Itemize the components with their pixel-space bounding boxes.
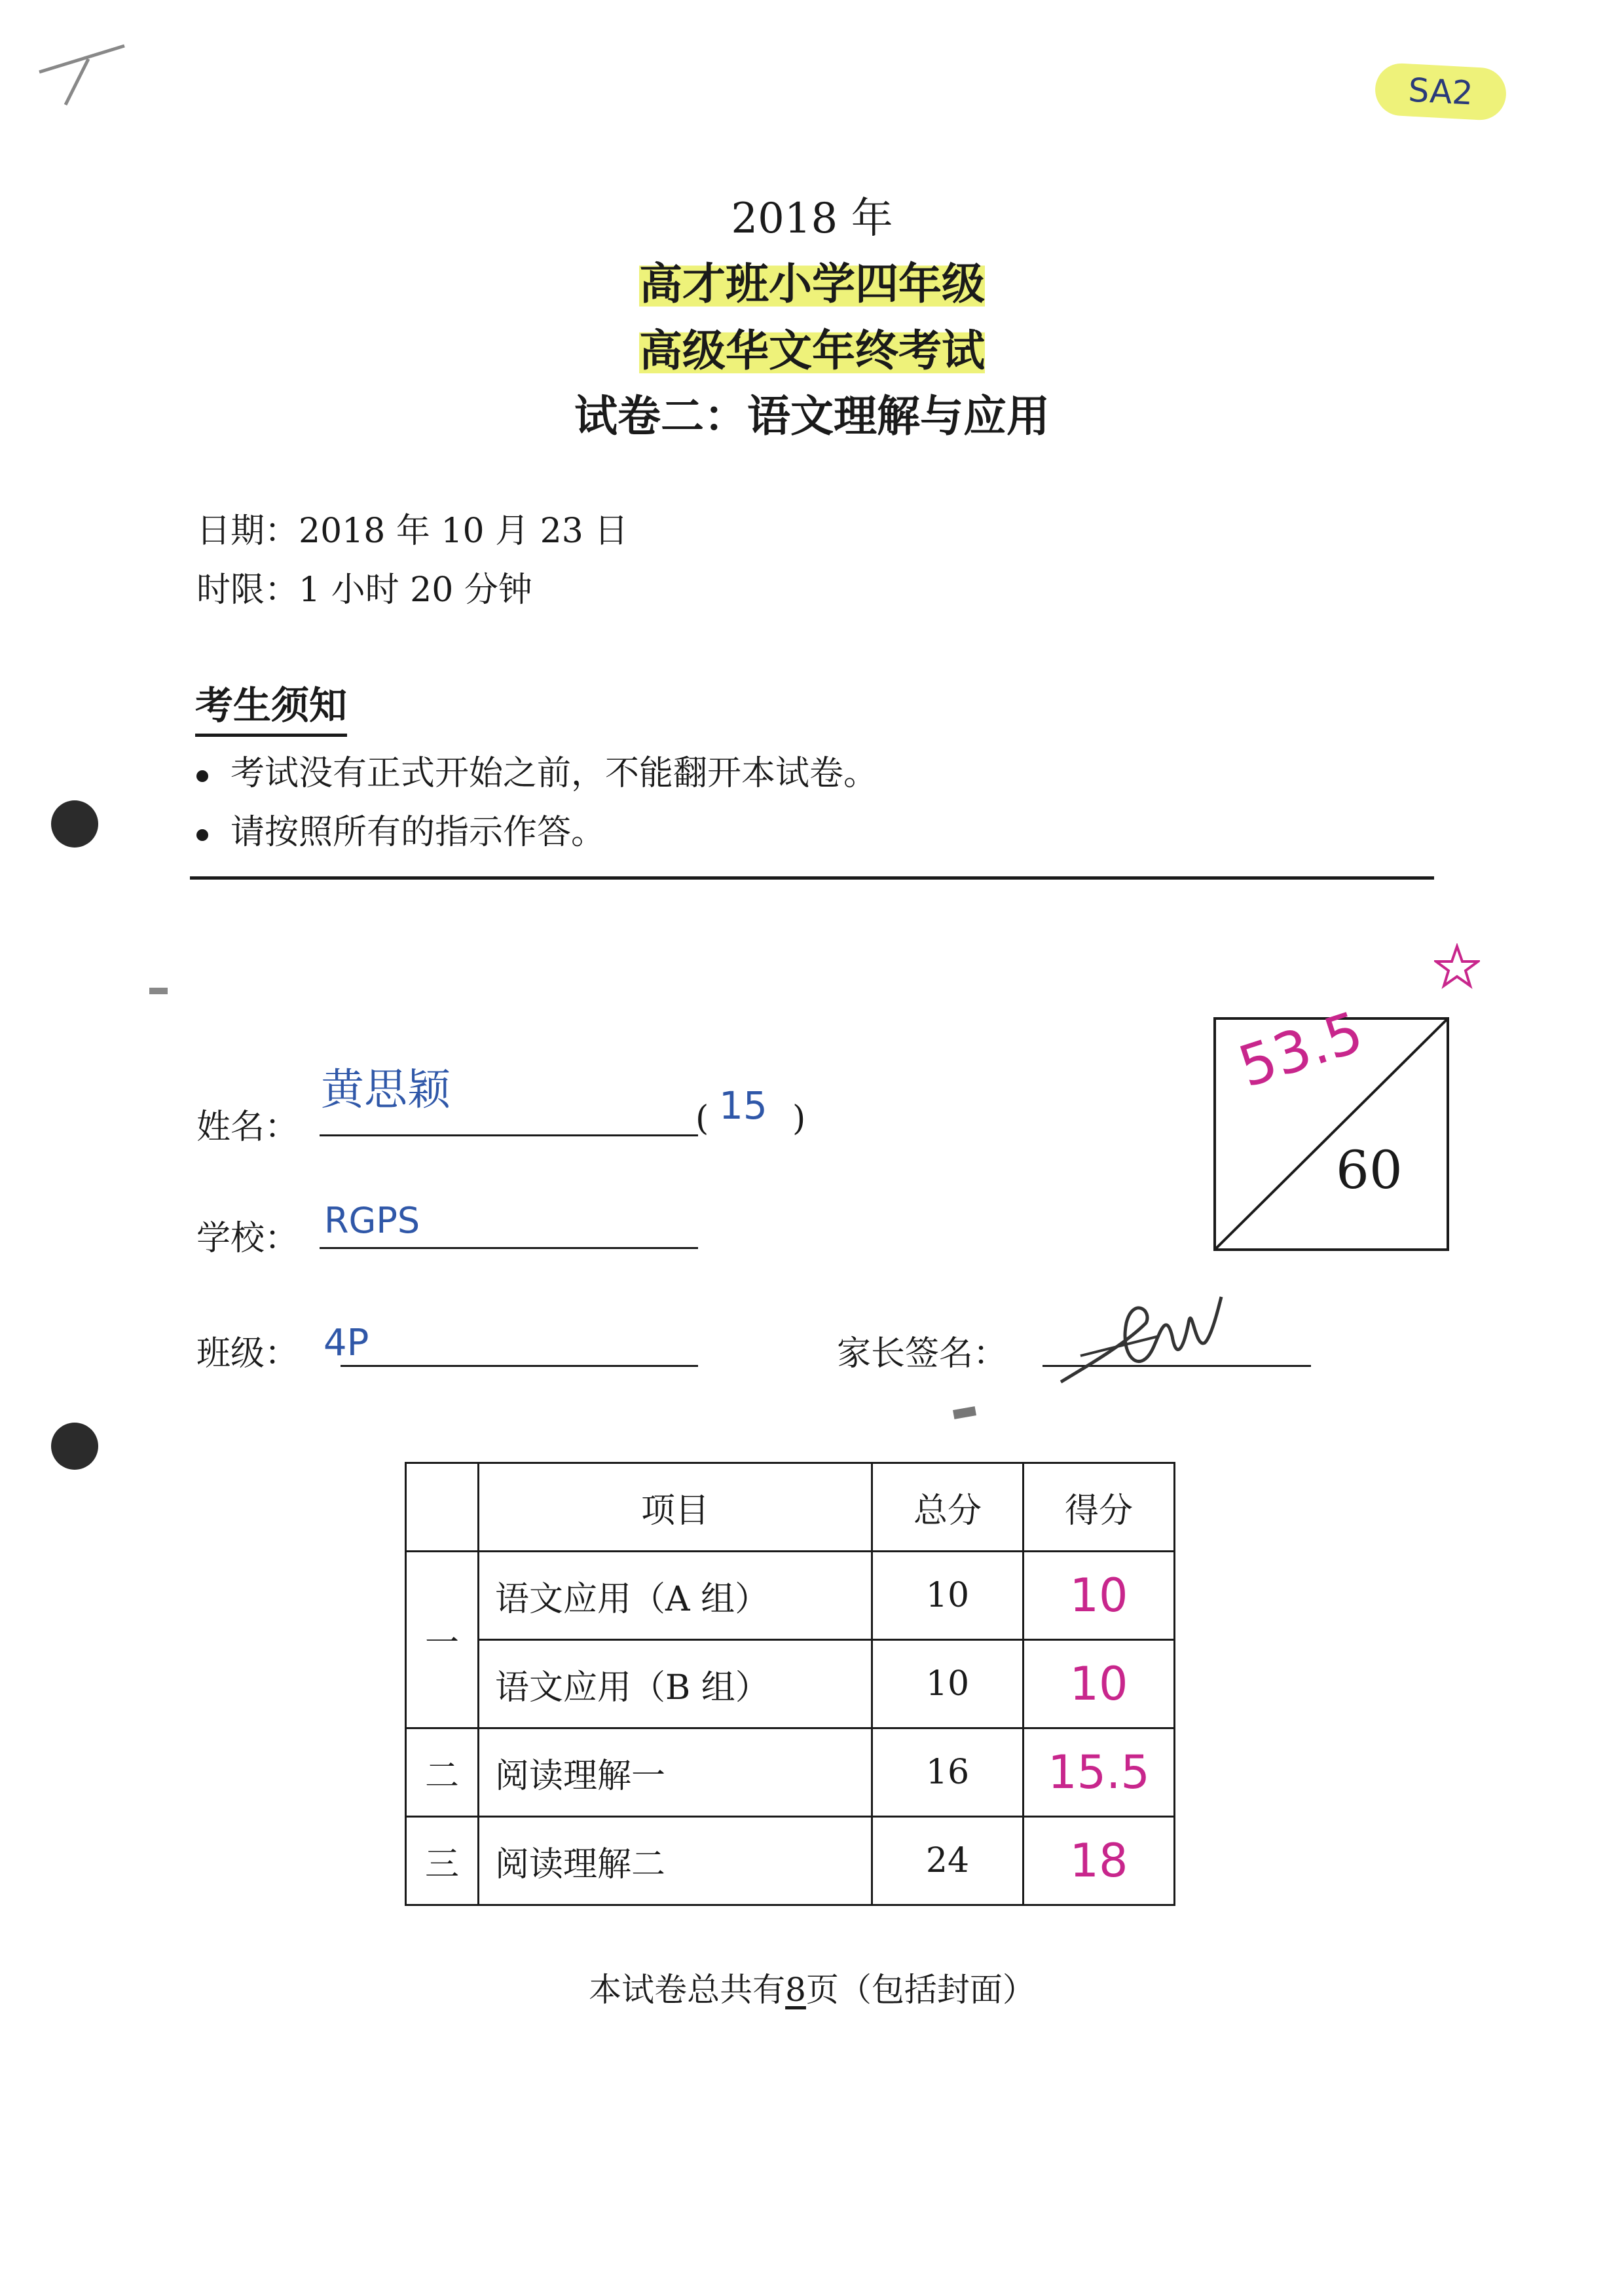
name-value[interactable]: 黄思颖: [321, 1064, 451, 1115]
total-cell: 10: [872, 1640, 1024, 1728]
school-value[interactable]: RGPS: [324, 1200, 420, 1241]
page-count-note: 本试卷总共有8页（包括封面）: [589, 1971, 1035, 2009]
score-table: [405, 1462, 1175, 1906]
table-header-cell: 总分: [872, 1463, 1024, 1552]
total-cell: 16: [872, 1728, 1024, 1817]
score-cell: 10: [1024, 1552, 1175, 1640]
name-label: 姓名：: [196, 1108, 299, 1147]
table-header-cell: 项目: [479, 1463, 872, 1552]
parent-signature-scribble: [1054, 1284, 1238, 1395]
class-value[interactable]: 4P: [323, 1322, 369, 1364]
table-header-cell: 得分: [1024, 1463, 1175, 1552]
bullet-icon: [196, 829, 208, 841]
name-line: [320, 1134, 698, 1136]
section-cell: 一: [406, 1552, 479, 1728]
total-score-obtained: 53.5: [1231, 999, 1371, 1101]
instruction-item: 请按照所有的指示作答。: [196, 804, 605, 853]
section-cell: 二: [406, 1728, 479, 1817]
exam-time-limit: 时限：1 小时 20 分钟: [196, 570, 532, 610]
section-divider: [190, 876, 1434, 880]
index-open-paren: (: [695, 1099, 709, 1138]
punch-hole: [51, 1423, 98, 1470]
table-header-row: [406, 1463, 1175, 1552]
class-label: 班级：: [196, 1334, 299, 1373]
table-row: [406, 1640, 1175, 1728]
exam-date: 日期：2018 年 10 月 23 日: [196, 512, 629, 551]
table-row: [406, 1817, 1175, 1905]
total-cell: 10: [872, 1552, 1024, 1640]
exam-class-title: 高才班小学四年级: [639, 258, 985, 309]
punch-hole: [51, 800, 98, 848]
item-cell: 阅读理解二: [479, 1817, 872, 1905]
paper-title: 试卷二：语文理解与应用: [574, 390, 1050, 441]
sa2-tag: SA2: [1374, 62, 1507, 121]
school-label: 学校：: [196, 1219, 299, 1258]
section-cell: 三: [406, 1817, 479, 1905]
table-row: [406, 1728, 1175, 1817]
star-icon: [1434, 943, 1480, 989]
stray-mark: [953, 1406, 976, 1419]
item-cell: 语文应用（B 组）: [479, 1640, 872, 1728]
exam-year: 2018 年: [731, 195, 893, 243]
table-header-cell: [406, 1463, 479, 1552]
pencil-check-mark-icon: [26, 20, 144, 111]
stray-mark: [149, 988, 168, 994]
instruction-item: 考试没有正式开始之前，不能翻开本试卷。: [196, 745, 877, 794]
bullet-icon: [196, 770, 208, 782]
total-cell: 24: [872, 1817, 1024, 1905]
item-cell: 语文应用（A 组）: [479, 1552, 872, 1640]
page-count: 8: [785, 1971, 806, 2009]
parent-signature-label: 家长签名：: [837, 1334, 1008, 1373]
class-line: [341, 1365, 698, 1367]
score-cell: 10: [1024, 1640, 1175, 1728]
index-close-paren: ): [792, 1099, 806, 1138]
table-row: [406, 1552, 1175, 1640]
instructions-heading: 考生须知: [195, 675, 347, 737]
index-number-value[interactable]: 15: [719, 1083, 767, 1128]
score-cell: 15.5: [1024, 1728, 1175, 1817]
total-score-max: 60: [1336, 1140, 1403, 1201]
school-line: [320, 1247, 698, 1249]
exam-name-title: 高级华文年终考试: [639, 325, 985, 376]
score-cell: 18: [1024, 1817, 1175, 1905]
item-cell: 阅读理解一: [479, 1728, 872, 1817]
